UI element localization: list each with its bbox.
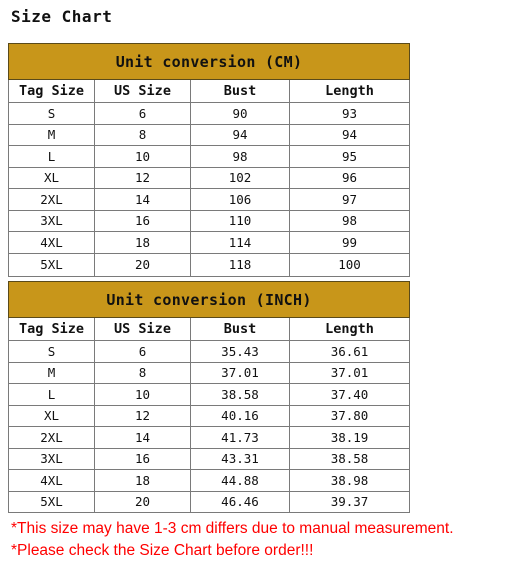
bust-cell: 35.43 xyxy=(191,341,290,363)
bust-cell: 41.73 xyxy=(191,427,290,449)
length-cell: 38.58 xyxy=(290,448,410,470)
tag-size-cell: XL xyxy=(9,405,95,427)
us-size-cell: 16 xyxy=(95,210,191,232)
table-row xyxy=(9,232,410,254)
section-heading-cm: Unit conversion (CM) xyxy=(9,44,410,80)
us-size-cell: 18 xyxy=(95,470,191,492)
table-row xyxy=(9,341,410,363)
table-row xyxy=(9,491,410,512)
table-row xyxy=(9,146,410,168)
section-header-row xyxy=(9,282,410,318)
table-row xyxy=(9,210,410,232)
length-cell: 95 xyxy=(290,146,410,168)
length-cell: 37.40 xyxy=(290,384,410,406)
bust-cell: 106 xyxy=(191,189,290,211)
table-row xyxy=(9,167,410,189)
size-chart-reminder: *Please check the Size Chart before order!!! xyxy=(11,542,314,559)
tag-size-cell: S xyxy=(9,341,95,363)
bust-cell: 40.16 xyxy=(191,405,290,427)
us-size-cell: 10 xyxy=(95,146,191,168)
bust-cell: 118 xyxy=(191,253,290,276)
us-size-cell: 16 xyxy=(95,448,191,470)
us-size-cell: 6 xyxy=(95,103,191,125)
table-row xyxy=(9,448,410,470)
column-header-length: Length xyxy=(290,80,410,103)
tag-size-cell: 2XL xyxy=(9,427,95,449)
bust-cell: 114 xyxy=(191,232,290,254)
tag-size-cell: 5XL xyxy=(9,491,95,512)
us-size-cell: 14 xyxy=(95,189,191,211)
tag-size-cell: XL xyxy=(9,167,95,189)
tag-size-cell: 3XL xyxy=(9,448,95,470)
length-cell: 97 xyxy=(290,189,410,211)
tag-size-cell: 2XL xyxy=(9,189,95,211)
section-header-row xyxy=(9,44,410,80)
us-size-cell: 20 xyxy=(95,253,191,276)
section-heading-inch: Unit conversion (INCH) xyxy=(9,282,410,318)
length-cell: 37.01 xyxy=(290,362,410,384)
tag-size-cell: S xyxy=(9,103,95,125)
us-size-cell: 12 xyxy=(95,405,191,427)
length-cell: 96 xyxy=(290,167,410,189)
column-header-bust: Bust xyxy=(191,318,290,341)
tag-size-cell: L xyxy=(9,146,95,168)
length-cell: 39.37 xyxy=(290,491,410,512)
tag-size-cell: M xyxy=(9,124,95,146)
column-header-us-size: US Size xyxy=(95,80,191,103)
bust-cell: 110 xyxy=(191,210,290,232)
bust-cell: 38.58 xyxy=(191,384,290,406)
tag-size-cell: 4XL xyxy=(9,232,95,254)
column-header-bust: Bust xyxy=(191,80,290,103)
table-row xyxy=(9,470,410,492)
bust-cell: 44.88 xyxy=(191,470,290,492)
table-row xyxy=(9,253,410,276)
size-table-cm xyxy=(8,43,410,277)
us-size-cell: 10 xyxy=(95,384,191,406)
length-cell: 36.61 xyxy=(290,341,410,363)
us-size-cell: 14 xyxy=(95,427,191,449)
table-row xyxy=(9,124,410,146)
size-table-inch xyxy=(8,281,410,513)
us-size-cell: 18 xyxy=(95,232,191,254)
bust-cell: 90 xyxy=(191,103,290,125)
us-size-cell: 20 xyxy=(95,491,191,512)
us-size-cell: 6 xyxy=(95,341,191,363)
bust-cell: 98 xyxy=(191,146,290,168)
tag-size-cell: 4XL xyxy=(9,470,95,492)
length-cell: 38.98 xyxy=(290,470,410,492)
length-cell: 93 xyxy=(290,103,410,125)
column-header-tag-size: Tag Size xyxy=(9,80,95,103)
us-size-cell: 12 xyxy=(95,167,191,189)
tag-size-cell: 5XL xyxy=(9,253,95,276)
bust-cell: 43.31 xyxy=(191,448,290,470)
bust-cell: 37.01 xyxy=(191,362,290,384)
table-row xyxy=(9,384,410,406)
length-cell: 99 xyxy=(290,232,410,254)
length-cell: 94 xyxy=(290,124,410,146)
tag-size-cell: 3XL xyxy=(9,210,95,232)
us-size-cell: 8 xyxy=(95,124,191,146)
bust-cell: 102 xyxy=(191,167,290,189)
table-row xyxy=(9,405,410,427)
us-size-cell: 8 xyxy=(95,362,191,384)
bust-cell: 94 xyxy=(191,124,290,146)
length-cell: 100 xyxy=(290,253,410,276)
table-row xyxy=(9,189,410,211)
column-header-length: Length xyxy=(290,318,410,341)
tag-size-cell: M xyxy=(9,362,95,384)
length-cell: 37.80 xyxy=(290,405,410,427)
measurement-disclaimer: *This size may have 1-3 cm differs due to manual measurement. xyxy=(11,520,454,537)
page-title: Size Chart xyxy=(11,7,113,26)
length-cell: 38.19 xyxy=(290,427,410,449)
column-header-row xyxy=(9,318,410,341)
table-row xyxy=(9,103,410,125)
table-row xyxy=(9,427,410,449)
column-header-us-size: US Size xyxy=(95,318,191,341)
length-cell: 98 xyxy=(290,210,410,232)
tag-size-cell: L xyxy=(9,384,95,406)
column-header-tag-size: Tag Size xyxy=(9,318,95,341)
bust-cell: 46.46 xyxy=(191,491,290,512)
table-row xyxy=(9,362,410,384)
column-header-row xyxy=(9,80,410,103)
